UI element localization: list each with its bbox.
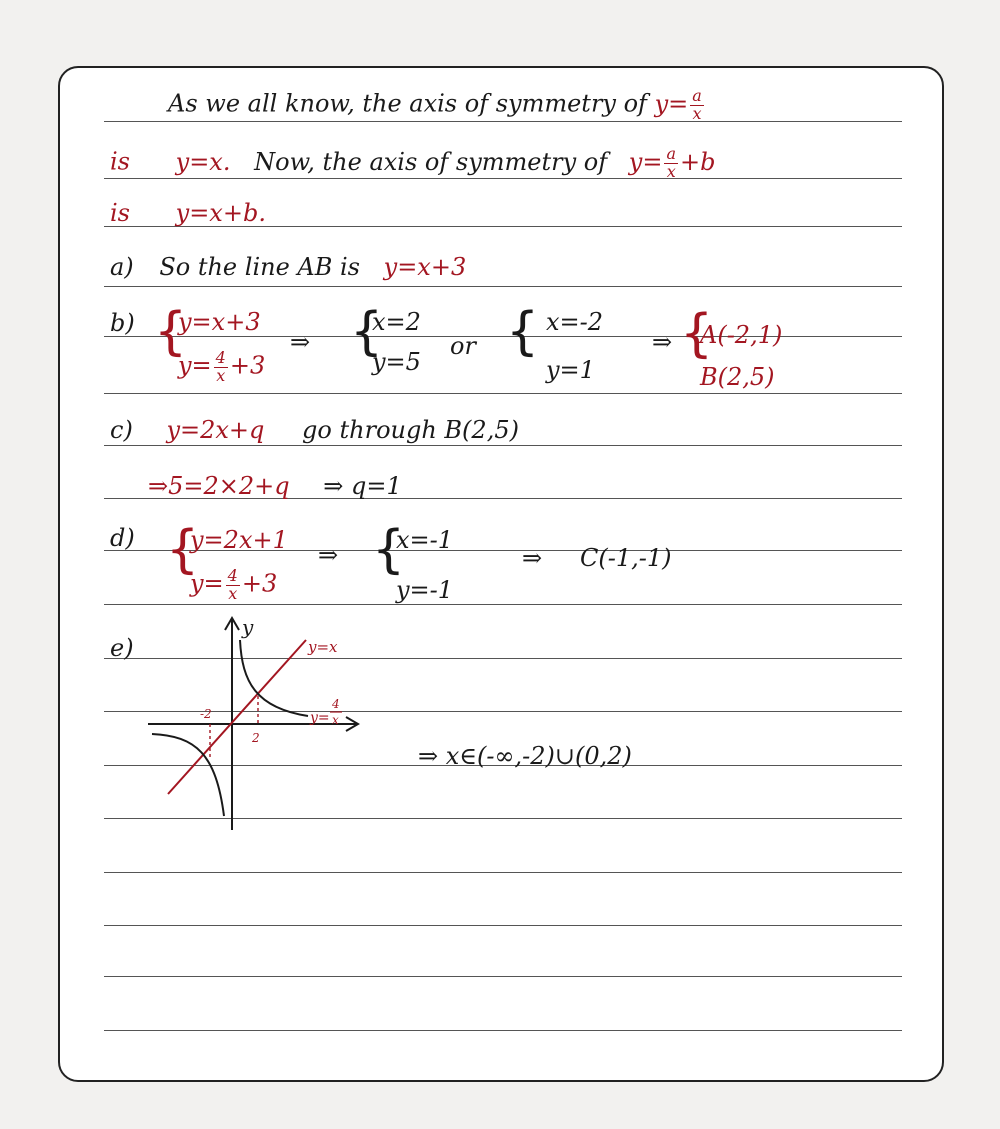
fraction-4-over-x	[214, 350, 228, 384]
ruled-line	[104, 976, 902, 977]
curve-label-num: 4	[332, 697, 340, 711]
ruled-line	[104, 393, 902, 394]
line-label: y=x	[308, 638, 338, 656]
intro-line-3	[110, 201, 266, 225]
frac-den: x	[216, 366, 226, 385]
frac-num: 4	[215, 348, 226, 367]
eq-prefix: y=	[628, 147, 663, 176]
intro-line-2	[110, 146, 715, 180]
frac-den: x	[692, 104, 702, 123]
ruled-line	[104, 925, 902, 926]
intro-eq-2: y=x.	[175, 147, 231, 176]
frac-num: a	[692, 86, 702, 105]
intro-eq-3	[628, 144, 716, 181]
intro-text-1: As we all know, the axis of symmetry of	[168, 89, 647, 118]
left-brace: {	[680, 304, 714, 364]
frac-den: x	[666, 162, 676, 181]
intro-line-1	[168, 88, 706, 122]
part-b-label: b)	[110, 309, 135, 337]
part-d-sys-eq1: y=2x+1	[190, 526, 288, 554]
left-brace: {	[154, 302, 188, 362]
curve-label-den: x	[332, 713, 339, 727]
y-axis-label: y	[242, 615, 254, 639]
word-or: or	[450, 332, 476, 360]
intro-text-2: Now, the axis of symmetry of	[254, 147, 608, 176]
part-a	[110, 255, 466, 279]
part-d-sol-y: y=-1	[396, 576, 454, 604]
implies-arrow: ⇒	[318, 541, 339, 569]
ruled-line	[104, 1030, 902, 1031]
tick-neg-label: -2	[200, 707, 212, 721]
notebook-page	[58, 66, 944, 1082]
left-brace: {	[166, 520, 200, 580]
tick-pos-label: 2	[252, 731, 260, 745]
part-c-step1: ⇒5=2×2+q	[148, 472, 290, 500]
frac-num: 4	[227, 566, 238, 585]
ruled-line	[104, 286, 902, 287]
implies-arrow: ⇒	[652, 328, 673, 356]
point-c: C(-1,-1)	[580, 544, 672, 572]
ruled-line	[104, 872, 902, 873]
part-b-sol1-y: y=5	[372, 348, 421, 376]
part-c-text: go through B(2,5)	[302, 416, 519, 444]
intro-eq-1	[654, 86, 706, 123]
word-is: is	[110, 147, 130, 176]
left-brace: {	[350, 302, 384, 362]
part-b-sol2-x: x=-2	[546, 308, 604, 336]
implies-arrow: ⇒	[290, 328, 311, 356]
part-a-label: a)	[110, 253, 134, 281]
frac-num: a	[666, 144, 676, 163]
implies-arrow: ⇒	[522, 544, 543, 572]
graph-sketch	[138, 612, 378, 832]
left-brace: {	[372, 520, 406, 580]
left-brace: {	[506, 302, 540, 362]
hyperbola-branch-right	[240, 640, 308, 716]
eq-prefix: y=	[654, 89, 689, 118]
part-a-text: So the line AB is	[159, 253, 360, 281]
eq-suffix: +b	[679, 147, 716, 176]
part-c-line-2	[148, 474, 402, 498]
curve-label-prefix: y=	[310, 710, 330, 726]
part-b-sol1-x: x=2	[372, 308, 421, 336]
part-d-sol-x: x=-1	[396, 526, 454, 554]
part-b-sol2-y: y=1	[546, 356, 595, 384]
part-c-line-1	[110, 418, 519, 442]
eq-suffix: +3	[241, 569, 278, 598]
part-e-label: e)	[110, 634, 134, 662]
part-e-answer: ⇒ x∈(-∞,-2)∪(0,2)	[418, 742, 632, 770]
word-is: is	[110, 199, 130, 227]
eq-prefix: y=	[190, 569, 224, 598]
eq-prefix: y=	[178, 351, 212, 380]
fraction-a-over-x	[690, 88, 704, 122]
point-a: A(-2,1)	[700, 321, 783, 349]
part-c-label: c)	[110, 416, 133, 444]
fraction-4-over-x	[226, 568, 240, 602]
ruled-line	[104, 445, 902, 446]
part-d-sys-eq2	[190, 568, 277, 602]
frac-den: x	[228, 584, 238, 603]
part-c-step2: ⇒ q=1	[323, 472, 402, 500]
part-b-sys-eq2	[178, 350, 265, 384]
fraction-a-over-x	[664, 146, 678, 180]
intro-eq-4: y=x+b.	[175, 199, 266, 227]
eq-suffix: +3	[229, 351, 266, 380]
part-d-label: d)	[110, 524, 135, 552]
part-a-eq: y=x+3	[383, 253, 467, 281]
part-b-sys-eq1: y=x+3	[178, 308, 261, 336]
point-b: B(2,5)	[700, 363, 775, 391]
part-c-eq: y=2x+q	[166, 416, 265, 444]
hyperbola-branch-left	[152, 734, 224, 816]
ruled-line	[104, 604, 902, 605]
line-y-equals-x	[168, 640, 306, 794]
